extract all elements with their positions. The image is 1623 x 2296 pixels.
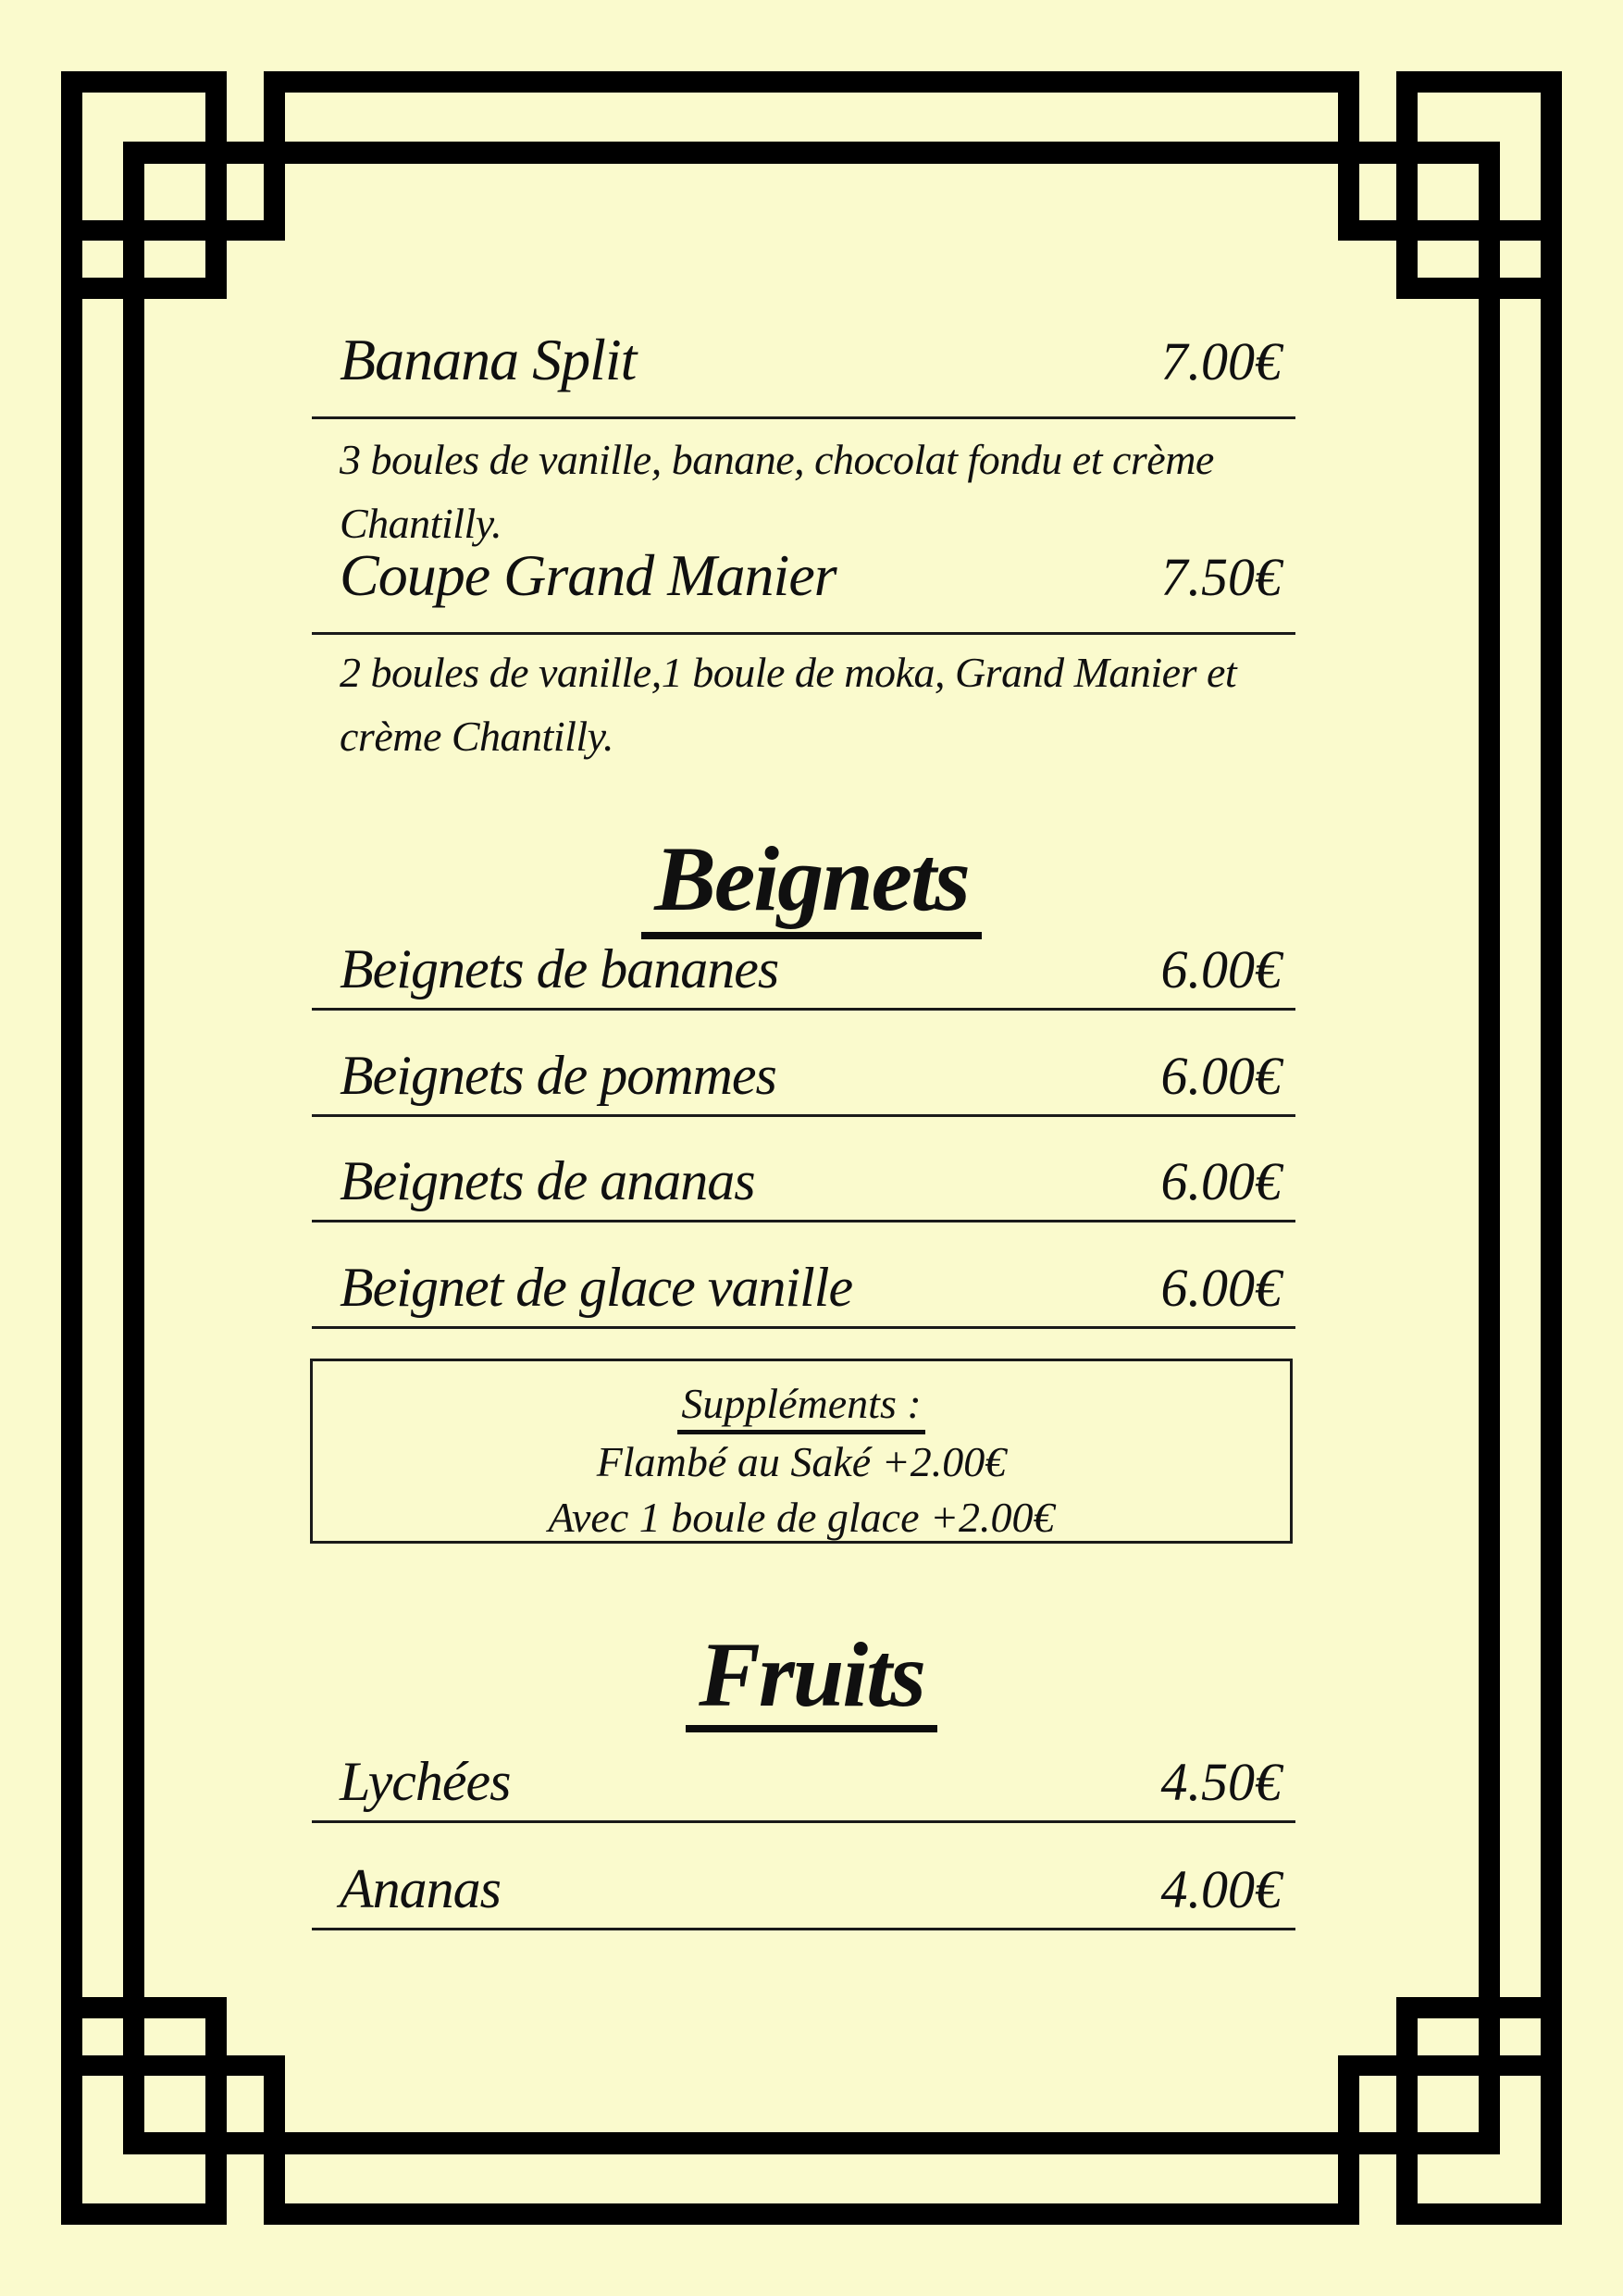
description-line: 3 boules de vanille, banane, chocolat fondu et crème: [340, 436, 1214, 483]
description-line: crème Chantilly.: [340, 713, 614, 760]
menu-item-beignets-ananas: [312, 1148, 1295, 1222]
item-price: 4.00€: [1160, 1859, 1282, 1919]
item-name: Banana Split: [340, 327, 637, 392]
border-inner-top: [123, 142, 1500, 164]
item-price: 4.50€: [1160, 1752, 1282, 1812]
border-inner-left: [123, 142, 144, 2154]
section-title: Fruits: [686, 1627, 937, 1732]
menu-item-ananas: [312, 1856, 1295, 1930]
menu-item-lychees: [312, 1749, 1295, 1823]
item-name: Beignets de ananas: [340, 1150, 755, 1211]
item-price: 7.00€: [1160, 331, 1282, 391]
item-name: Beignet de glace vanille: [340, 1257, 853, 1318]
section-heading-beignets: [0, 828, 1623, 939]
supplement-line: Avec 1 boule de glace +2.00€: [548, 1494, 1055, 1541]
item-description: [340, 428, 1214, 555]
supplements-title: Suppléments :: [677, 1380, 924, 1434]
menu-item-coupe-grand-manier: [312, 541, 1295, 635]
item-name: Lychées: [340, 1751, 511, 1812]
menu-item-beignet-glace-vanille: [312, 1255, 1295, 1329]
description-line: Chantilly.: [340, 500, 502, 547]
item-description: [340, 640, 1236, 768]
item-name: Coupe Grand Manier: [340, 542, 836, 608]
menu-item-banana-split: [312, 326, 1295, 419]
supplement-line: Flambé au Saké +2.00€: [596, 1438, 1007, 1485]
border-inner-bottom: [123, 2132, 1500, 2154]
menu-item-beignets-bananes: [312, 937, 1295, 1011]
item-price: 6.00€: [1160, 939, 1282, 999]
description-line: 2 boules de vanille,1 boule de moka, Grand Manier et: [340, 649, 1237, 696]
border-inner-right: [1479, 142, 1500, 2154]
section-heading-fruits: [0, 1623, 1623, 1732]
item-price: 6.00€: [1160, 1046, 1282, 1106]
supplements-box: [310, 1359, 1293, 1544]
border-outer-top: [264, 71, 1359, 93]
section-title: Beignets: [641, 828, 982, 939]
border-outer-bottom: [264, 2203, 1359, 2225]
item-price: 6.00€: [1160, 1151, 1282, 1211]
corner-ornament: [61, 71, 285, 299]
item-name: Beignets de bananes: [340, 938, 779, 999]
border-outer-left: [61, 71, 82, 2225]
border-outer-right: [1541, 71, 1562, 2225]
menu-item-beignets-pommes: [312, 1043, 1295, 1117]
item-price: 6.00€: [1160, 1258, 1282, 1318]
item-name: Ananas: [340, 1858, 501, 1919]
item-name: Beignets de pommes: [340, 1045, 776, 1106]
item-price: 7.50€: [1160, 547, 1282, 607]
